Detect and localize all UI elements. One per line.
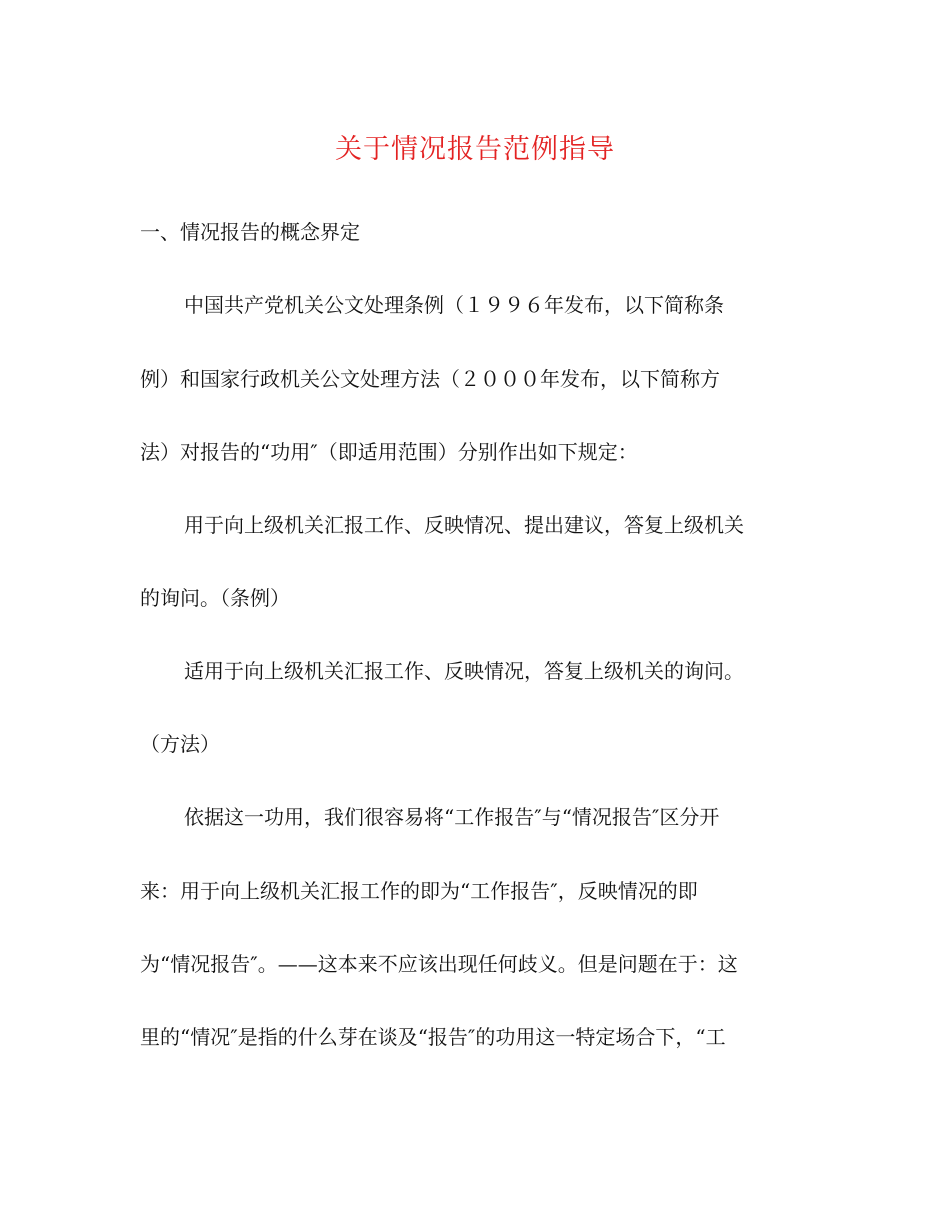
document-title: 关于情况报告范例指导 — [335, 134, 615, 165]
paragraph-line: （方法） — [140, 732, 220, 756]
section-heading: 一、情况报告的概念界定 — [140, 220, 360, 244]
paragraph-line: 适用于向上级机关汇报工作、反映情况，答复上级机关的询问。 — [184, 659, 744, 683]
paragraph-line: 为“情况报告″。——这本来不应该出现任何歧义。但是问题在于：这 — [140, 952, 738, 976]
paragraph-line: 例）和国家行政机关公文处理方法（２０００年发布，以下简称方 — [140, 367, 720, 391]
paragraph-line: 的询问。（条例） — [140, 586, 290, 610]
paragraph-line: 依据这一功用，我们很容易将“工作报告″与“情况报告″区分开 — [184, 805, 720, 829]
paragraph-line: 来：用于向上级机关汇报工作的即为“工作报告″，反映情况的即 — [140, 879, 698, 903]
paragraph-line: 用于向上级机关汇报工作、反映情况、提出建议，答复上级机关 — [184, 513, 744, 537]
paragraph-line: 法）对报告的“功用″（即适用范围）分别作出如下规定： — [140, 440, 638, 464]
paragraph-line: 里的“情况″是指的什么芽在谈及“报告″的功用这一特定场合下，“工 — [140, 1025, 726, 1049]
paragraph-line: 中国共产党机关公文处理条例（１９９６年发布，以下简称条 — [184, 293, 724, 317]
